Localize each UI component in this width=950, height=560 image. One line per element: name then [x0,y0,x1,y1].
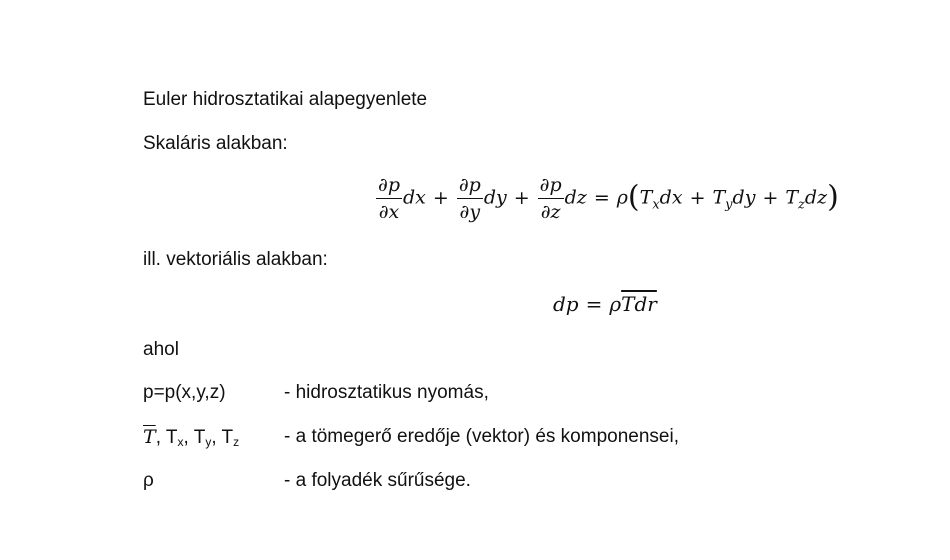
scalar-equation: $\frac{\partial p}{\partial x}$ dx + $\frac{\partial p}{\partial y}$ dy + $\frac{\partial p}{\partial z}$ dz = $\rho(T_xdx + T_ydy + T_zdz)$ [378,174,839,223]
vector-form-label: ill. vektoriális alakban: [143,249,328,270]
definition-pressure: - hidrosztatikus nyomás, [284,382,489,403]
partial-p-x-fraction: $\frac{\partial p}{\partial x}$ [378,174,400,223]
where-label: ahol [143,339,179,360]
partial-p-y-fraction: $\frac{\partial p}{\partial y}$ [458,174,481,223]
scalar-form-label: Skaláris alakban: [143,133,288,154]
vector-equation: dp = $\rho\overline{T}\overline{dr}$ [553,292,657,316]
page-title: Euler hidrosztatikai alapegyenlete [143,89,428,110]
definition-mass-force: - a tömegerő eredője (vektor) és komponensei, [284,426,679,447]
definition-symbol-density: ρ [143,470,154,491]
definition-density: - a folyadék sűrűsége. [284,470,471,491]
definition-symbol-pressure: p=p(x,y,z) [143,382,226,403]
definition-symbol-mass-force: $\overline{T}$, Tx, Ty, Tz [143,426,240,449]
partial-p-z-fraction: $\frac{\partial p}{\partial z}$ [539,174,562,223]
